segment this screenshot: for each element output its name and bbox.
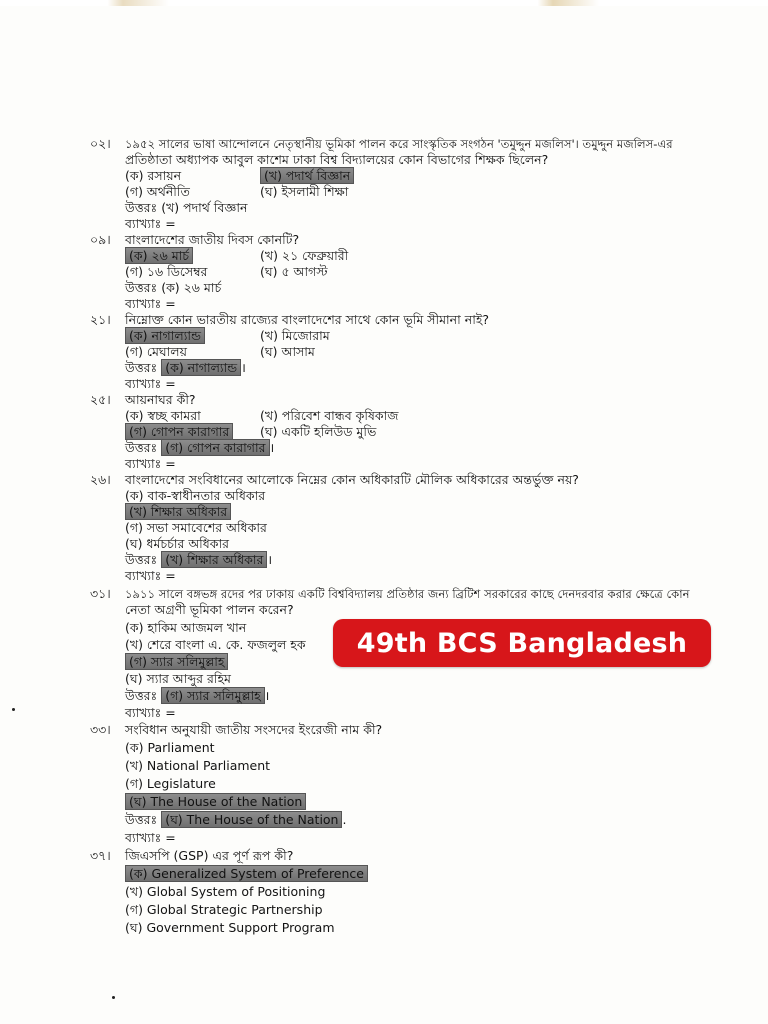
- highlighted-option: (খ) পদার্থ বিজ্ঞান: [260, 167, 354, 184]
- option: (ক) Parliament: [125, 740, 215, 755]
- option: (গ) অর্থনীতি: [125, 184, 190, 199]
- explanation: ব্যাখ্যাঃ =: [125, 830, 176, 845]
- option: (ক) হাকিম আজমল খান: [125, 620, 247, 635]
- option: (খ) ২১ ফেব্রুয়ারী: [260, 248, 349, 263]
- answer-prefix: উত্তরঃ: [125, 812, 158, 827]
- answer: উত্তরঃ (ক) ২৬ মার্চ: [125, 280, 222, 295]
- answer: [125, 812, 346, 828]
- answer: [125, 360, 246, 376]
- explanation: ব্যাখ্যাঃ =: [125, 705, 176, 720]
- answer-highlight: (গ) গোপন কারাগার: [161, 439, 269, 456]
- option: (খ) National Parliament: [125, 758, 271, 773]
- question-text: প্রতিষ্ঠাতা অধ্যাপক আবুল কাশেম ঢাকা বিশ্ব বিদ্যালয়ের কোন বিভাগের শিক্ষক ছিলেন?: [125, 152, 549, 167]
- answer: [125, 440, 274, 456]
- question-number: ৩৭।: [90, 848, 111, 863]
- question-text: নেতা অগ্রণী ভূমিকা পালন করেন?: [125, 602, 294, 617]
- page-top-edge: [0, 0, 768, 6]
- question-text: ১৯১১ সালে বঙ্গভঙ্গ রদের পর ঢাকায় একটি বিশ্ববিদ্যালয় প্রতিষ্ঠার জন্য ব্রিটিশ সরকারের কাছে দেনদরবার করার ক্ষেত্রে কোন: [125, 587, 690, 601]
- question-number: ০২।: [90, 136, 111, 151]
- scan-speck: [112, 996, 115, 999]
- question-text: আয়নাঘর কী?: [125, 392, 196, 407]
- option: (ঘ) স্যার আব্দুর রহিম: [125, 671, 231, 686]
- explanation: ব্যাখ্যাঃ =: [125, 456, 176, 471]
- answer: [125, 552, 272, 568]
- highlighted-option: (ঘ) The House of the Nation: [125, 793, 306, 810]
- answer-suffix: .: [342, 812, 347, 827]
- question-text: সংবিধান অনুযায়ী জাতীয় সংসদের ইংরেজী নাম কী?: [125, 722, 383, 737]
- highlighted-option: (গ) গোপন কারাগার: [125, 423, 233, 440]
- option: (ক) স্বচ্ছ কামরা: [125, 408, 201, 423]
- question-number: ০৯।: [90, 232, 111, 247]
- answer-highlight: (ঘ) The House of the Nation: [161, 811, 342, 828]
- option: (ঘ) আসাম: [260, 344, 315, 359]
- answer: উত্তরঃ (খ) পদার্থ বিজ্ঞান: [125, 200, 248, 215]
- option: (ঘ) ৫ আগস্ট: [260, 264, 328, 279]
- option: (খ) পরিবেশ বান্ধব কৃষিকাজ: [260, 408, 399, 423]
- explanation: ব্যাখ্যাঃ =: [125, 296, 176, 311]
- question-text: জিএসপি (GSP) এর পূর্ণ রূপ কী?: [125, 848, 294, 863]
- explanation: ব্যাখ্যাঃ =: [125, 216, 176, 231]
- explanation: ব্যাখ্যাঃ =: [125, 376, 176, 391]
- answer-suffix: ।: [264, 688, 270, 703]
- option: (গ) Legislature: [125, 776, 216, 791]
- answer-highlight: (খ) শিক্ষার অধিকার: [161, 551, 267, 568]
- option: (খ) Global System of Positioning: [125, 884, 326, 899]
- answer-prefix: উত্তরঃ: [125, 688, 158, 703]
- question-text: বাংলাদেশের জাতীয় দিবস কোনটি?: [125, 232, 300, 247]
- option: (ঘ) ধর্মচর্চার অধিকার: [125, 536, 230, 551]
- option: (ঘ) একটি হলিউড মুভি: [260, 424, 377, 439]
- answer-suffix: ।: [269, 440, 275, 455]
- option: (গ) সভা সমাবেশের অধিকার: [125, 520, 267, 535]
- option: (ক) বাক-স্বাধীনতার অধিকার: [125, 488, 266, 503]
- answer-suffix: ।: [267, 552, 273, 567]
- option: (গ) মেঘালয়: [125, 344, 187, 359]
- banner-text: 49th BCS Bangladesh: [356, 627, 688, 659]
- explanation: ব্যাখ্যাঃ =: [125, 568, 176, 583]
- option: (গ) ১৬ ডিসেম্বর: [125, 264, 208, 279]
- answer-prefix: উত্তরঃ: [125, 440, 158, 455]
- option: (খ) মিজোরাম: [260, 328, 330, 343]
- answer-prefix: উত্তরঃ: [125, 360, 158, 375]
- question-number: ৩১।: [90, 586, 111, 601]
- highlighted-option: (ক) ২৬ মার্চ: [125, 247, 193, 264]
- option: (গ) Global Strategic Partnership: [125, 902, 323, 917]
- question-text: বাংলাদেশের সংবিধানের আলোকে নিম্নের কোন অধিকারটি মৌলিক অধিকারের অন্তর্ভুক্ত নয়?: [125, 472, 579, 487]
- answer: [125, 688, 269, 704]
- highlighted-option: (ক) Generalized System of Preference: [125, 865, 368, 882]
- option: (ক) রসায়ন: [125, 168, 182, 183]
- option: (ঘ) Government Support Program: [125, 920, 335, 935]
- answer-suffix: ।: [241, 360, 246, 375]
- answer-prefix: উত্তরঃ: [125, 552, 158, 567]
- question-number: ২৫।: [90, 392, 111, 407]
- question-text: নিম্নোক্ত কোন ভারতীয় রাজ্যের বাংলাদেশের সাথে কোন ভূমি সীমানা নাই?: [125, 312, 489, 327]
- answer-highlight: (গ) স্যার সলিমুল্লাহ: [161, 687, 264, 704]
- highlighted-option: (গ) স্যার সলিমুল্লাহ: [125, 653, 228, 670]
- highlighted-option: (ক) নাগাল্যান্ড: [125, 327, 205, 344]
- highlighted-option: (খ) শিক্ষার অধিকার: [125, 503, 231, 520]
- question-number: ৩৩।: [90, 722, 111, 737]
- option: (ঘ) ইসলামী শিক্ষা: [260, 184, 349, 199]
- scan-speck: [12, 708, 15, 711]
- option: (খ) শেরে বাংলা এ. কে. ফজলুল হক: [125, 637, 306, 652]
- channel-banner: [333, 619, 711, 667]
- answer-highlight: (ক) নাগাল্যান্ড: [161, 359, 241, 376]
- question-number: ২১।: [90, 312, 111, 327]
- question-number: ২৬।: [90, 472, 111, 487]
- question-text: ১৯৫২ সালের ভাষা আন্দোলনে নেতৃস্থানীয় ভূমিকা পালন করে সাংস্কৃতিক সংগঠন 'তমুদ্দুন মজলিস'। তমুদ্দুন মজলিস-এর: [125, 137, 673, 151]
